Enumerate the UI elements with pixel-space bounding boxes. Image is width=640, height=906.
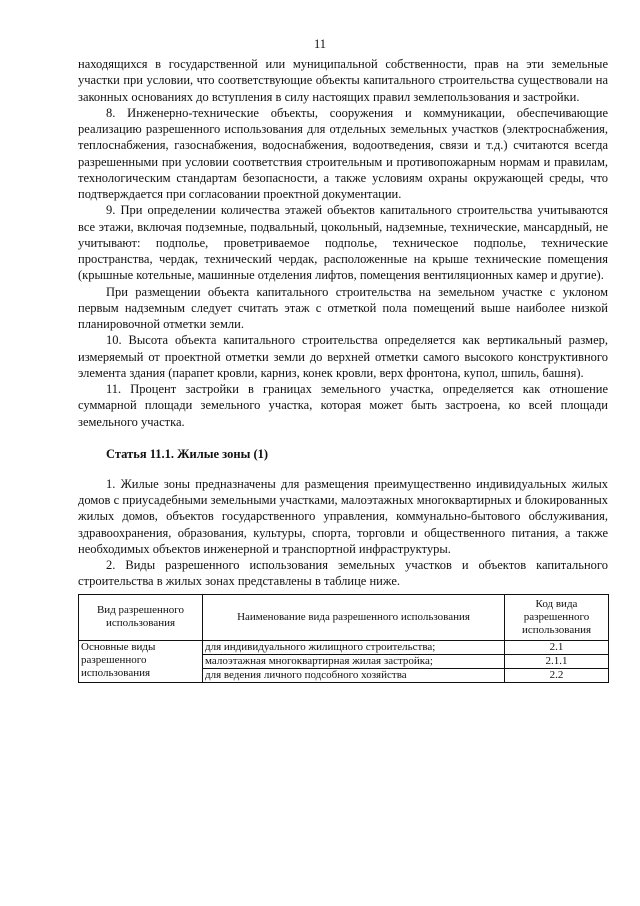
use-name-cell: для индивидуального жилищного строительства; — [203, 640, 505, 654]
use-name-cell: малоэтажная многоквартирная жилая застройка; — [203, 654, 505, 668]
use-group-label: Основные виды разрешенного использования — [79, 640, 203, 682]
article-paragraph: 2. Виды разрешенного использования земельных участков и объектов капитального строительства в жилых зонах представлены в таблице ниже. — [78, 558, 608, 589]
document-body — [78, 56, 608, 683]
section-general-provisions — [78, 56, 608, 430]
article-paragraph: 1. Жилые зоны предназначены для размещения преимущественно индивидуальных жилых домов с приусадебными земельными участками, малоэтажных многоквартирных и блокированных жилых домов, объектов государственного управления, коммунально-бытового обслуживания, здравоохранения, образования, культуры, спорта, торговли и общественного питания, а также необходимых объектов инженерной и транспортной инфраструктуры. — [78, 476, 608, 556]
body-paragraph: При размещении объекта капитального строительства на земельном участке с уклоном первым надземным следует считать этаж с отметкой пола помещений выше наиболее низкой планировочной отметки земли. — [78, 284, 608, 331]
header-use-code: Код вида разрешенного использования — [505, 594, 609, 640]
table-row — [79, 640, 609, 654]
article-heading: Статья 11.1. Жилые зоны (1) — [106, 446, 269, 461]
body-paragraph: 8. Инженерно-технические объекты, сооружения и коммуникации, обеспечивающие реализацию разрешенного использования для отдельных земельных участков (электроснабжения, теплоснабжения, газоснабжения, водоснабжения, водоотведения, связи и т.д.) считаются всегда разрешенными при условии соответствия строительным и противопожарным нормам и правилам, технологическим стандартам безопасности, а также условиям охраны окружающей среды, что подтверждается при согласовании проектной документации. — [78, 105, 608, 201]
use-code-cell: 2.2 — [505, 668, 609, 682]
land-use-table — [78, 594, 609, 683]
body-paragraph: 10. Высота объекта капитального строительства определяется как вертикальный размер, измеряемый от проектной отметки земли до верхней отметки самого высокого конструктивного элемента здания (парапет кровли, карниз, конек кровли, верх фронтона, купол, шпиль, башня). — [78, 333, 608, 380]
body-paragraph: 11. Процент застройки в границах земельного участка, определяется как отношение суммарной площади земельного участка, которая может быть застроена, ко всей площади земельного участка. — [78, 382, 608, 429]
body-paragraph: находящихся в государственной или муниципальной собственности, прав на эти земельные участки при условии, что соответствующие объекты капитального строительства существовали на законных основаниях до вступления в силу настоящих правил землепользования и застройки. — [78, 57, 608, 104]
body-paragraph: 9. При определении количества этажей объектов капитального строительства учитываются все этажи, включая подземные, подвальный, цокольный, надземные, технические, мансардный, не учитывают: подполье, проветриваемое подполье, техническое подполье, технические пространства, чердак, технический чердак, расположенные на крыше технические помещения (крышные котельные, машинные отделения лифтов, помещения вентиляционных камер и другие). — [78, 203, 608, 283]
header-use-type: Вид разрешенного использования — [79, 594, 203, 640]
use-code-cell: 2.1 — [505, 640, 609, 654]
section-residential-zones — [78, 476, 608, 590]
page-number: 11 — [313, 37, 327, 51]
use-code-cell: 2.1.1 — [505, 654, 609, 668]
header-use-name: Наименование вида разрешенного использования — [203, 594, 505, 640]
table-body — [79, 640, 609, 682]
use-name-cell: для ведения личного подсобного хозяйства — [203, 668, 505, 682]
table-header-row — [79, 594, 609, 640]
